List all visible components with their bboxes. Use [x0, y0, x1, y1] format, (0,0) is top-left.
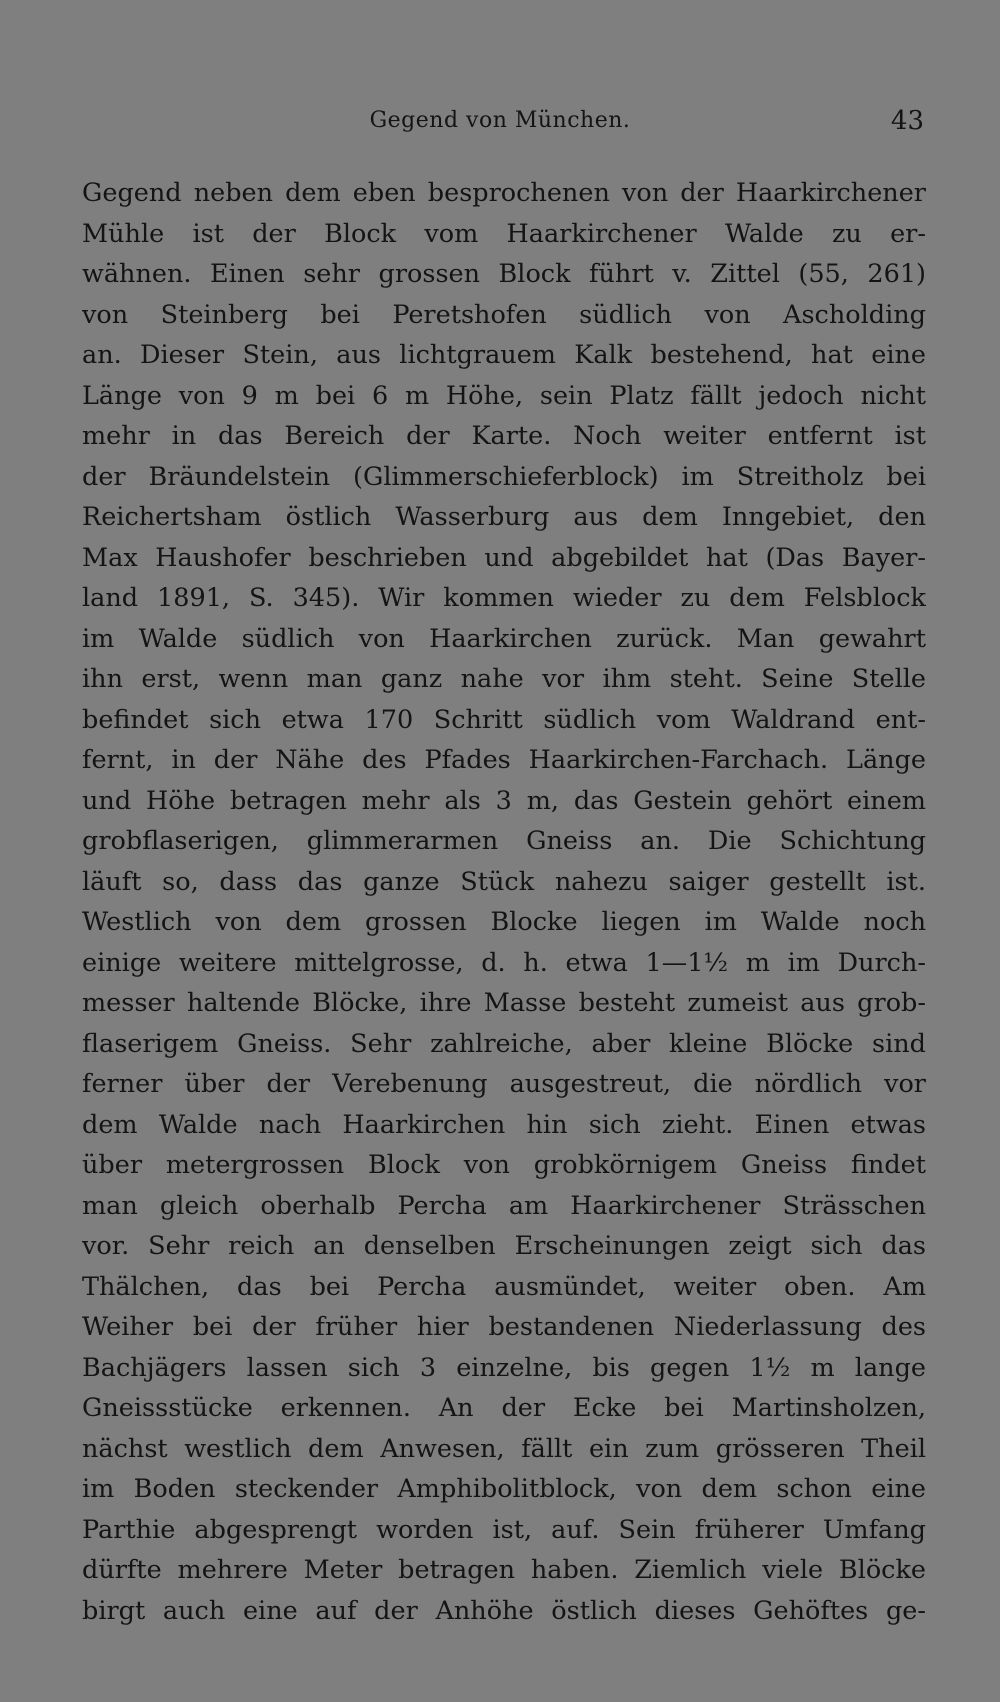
text-line: grobflaserigen, glimmerarmen Gneiss an. Die Schichtung: [82, 826, 926, 856]
text-line: wähnen. Einen sehr grossen Block führt v. Zittel (55, 261): [82, 259, 926, 289]
text-line: im Boden steckender Amphibolitblock, von dem schon eine: [82, 1474, 926, 1504]
text-line: Mühle ist der Block vom Haarkirchener Walde zu er-: [82, 218, 926, 249]
text-line: Parthie abgesprengt worden ist, auf. Sein früherer Umfang: [82, 1514, 926, 1545]
text-line: der Bräundelstein (Glimmerschieferblock) im Streitholz bei: [82, 461, 926, 492]
text-line: läuft so, dass das ganze Stück nahezu saiger gestellt ist.: [82, 866, 926, 897]
page-number: 43: [890, 106, 924, 136]
text-line: nächst westlich dem Anwesen, fällt ein zum grösseren Theil: [82, 1433, 926, 1464]
text-line: dürfte mehrere Meter betragen haben. Ziemlich viele Blöcke: [82, 1555, 926, 1585]
text-line: im Walde südlich von Haarkirchen zurück. Man gewahrt: [82, 623, 926, 654]
text-line: Max Haushofer beschrieben und abgebildet hat (Das Bayer-: [82, 542, 926, 573]
text-line: fernt, in der Nähe des Pfades Haarkirchen-Farchach. Länge: [82, 745, 926, 775]
text-line: über metergrossen Block von grobkörnigem Gneiss findet: [82, 1150, 926, 1180]
text-line: land 1891, S. 345). Wir kommen wieder zu dem Felsblock: [82, 583, 926, 613]
text-line: Gneissstücke erkennen. An der Ecke bei Martinsholzen,: [82, 1393, 926, 1423]
text-line: Reichertsham östlich Wasserburg aus dem Inngebiet, den: [82, 502, 926, 532]
text-line: man gleich oberhalb Percha am Haarkirchener Strässchen: [82, 1190, 926, 1221]
text-line: einige weitere mittelgrosse, d. h. etwa 1—1½ m im Durch-: [82, 947, 926, 978]
text-line: Weiher bei der früher hier bestandenen Niederlassung des: [82, 1312, 926, 1342]
text-line: Länge von 9 m bei 6 m Höhe, sein Platz fällt jedoch nicht: [82, 380, 926, 411]
text-line: dem Walde nach Haarkirchen hin sich zieht. Einen etwas: [82, 1109, 926, 1140]
text-line: Thälchen, das bei Percha ausmündet, weiter oben. Am: [82, 1271, 926, 1302]
text-line: vor. Sehr reich an denselben Erscheinungen zeigt sich das: [82, 1231, 926, 1261]
running-title: Gegend von München.: [369, 108, 631, 133]
text-line: und Höhe betragen mehr als 3 m, das Gestein gehört einem: [82, 785, 926, 816]
page-header: [0, 108, 1000, 144]
text-line: ferner über der Verebenung ausgestreut, die nördlich vor: [82, 1069, 926, 1099]
text-line: mehr in das Bereich der Karte. Noch weiter entfernt ist: [82, 421, 926, 451]
text-line: an. Dieser Stein, aus lichtgrauem Kalk bestehend, hat eine: [82, 340, 926, 370]
text-line: Gegend neben dem eben besprochenen von der Haarkirchener: [82, 178, 926, 208]
text-line: Westlich von dem grossen Blocke liegen im Walde noch: [82, 907, 926, 937]
text-line: messer haltende Blöcke, ihre Masse besteht zumeist aus grob-: [82, 988, 926, 1018]
text-line: befindet sich etwa 170 Schritt südlich vom Waldrand ent-: [82, 704, 926, 735]
body-text: [82, 173, 926, 1631]
text-line: von Steinberg bei Peretshofen südlich von Ascholding: [82, 299, 926, 330]
text-line: flaserigem Gneiss. Sehr zahlreiche, aber kleine Blöcke sind: [82, 1028, 926, 1059]
text-line: ihn erst, wenn man ganz nahe vor ihm steht. Seine Stelle: [82, 664, 926, 694]
text-line: birgt auch eine auf der Anhöhe östlich dieses Gehöftes ge-: [82, 1595, 926, 1626]
text-line: Bachjägers lassen sich 3 einzelne, bis gegen 1½ m lange: [82, 1352, 926, 1383]
